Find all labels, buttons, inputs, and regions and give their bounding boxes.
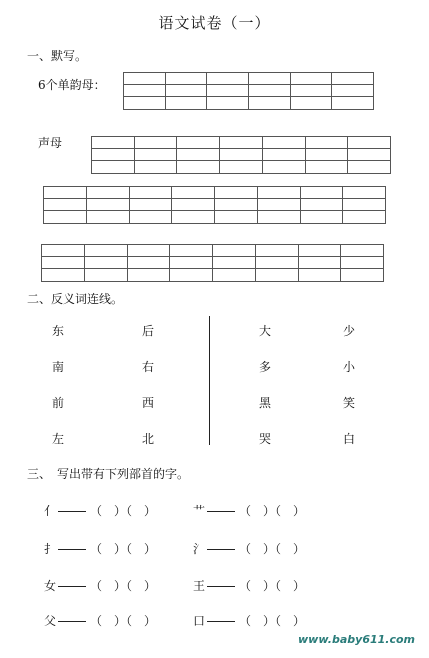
- antonym-word[interactable]: 北: [141, 432, 154, 446]
- radical: 父: [44, 614, 57, 628]
- antonym-word[interactable]: 前: [51, 396, 64, 410]
- answer-blank[interactable]: （ ）（ ）: [90, 614, 157, 628]
- answer-blank[interactable]: （ ）（ ）: [239, 579, 306, 593]
- section2-heading: 二、反义词连线。: [27, 292, 124, 306]
- antonym-word[interactable]: 多: [258, 360, 271, 374]
- antonym-word[interactable]: 东: [51, 324, 64, 338]
- antonym-word[interactable]: 西: [141, 396, 154, 410]
- radical: 扌: [44, 542, 57, 556]
- radical-row: [44, 612, 156, 629]
- initials-label: 声母: [38, 136, 63, 150]
- dash-line: [58, 549, 86, 550]
- antonym-word[interactable]: 哭: [258, 432, 271, 446]
- dash-line: [58, 586, 86, 587]
- answer-blank[interactable]: （ ）（ ）: [90, 579, 157, 593]
- dash-line: [207, 621, 235, 622]
- radical: 口: [193, 614, 206, 628]
- radical: 艹: [193, 504, 206, 518]
- radical-row: [193, 577, 305, 594]
- initials-writing-grid-3[interactable]: [41, 244, 384, 282]
- antonym-word[interactable]: 笑: [342, 396, 355, 410]
- antonym-word[interactable]: 南: [51, 360, 64, 374]
- radical-row: [193, 540, 305, 557]
- page-title: 语文试卷（一）: [158, 14, 271, 32]
- dash-line: [207, 586, 235, 587]
- antonym-word[interactable]: 少: [342, 324, 355, 338]
- antonym-word[interactable]: 黑: [258, 396, 271, 410]
- radical-row: [44, 577, 156, 594]
- antonym-word[interactable]: 左: [51, 432, 64, 446]
- radical-row: [44, 540, 156, 557]
- radical-row: [44, 502, 156, 519]
- antonym-word[interactable]: 大: [258, 324, 271, 338]
- answer-blank[interactable]: （ ）（ ）: [239, 614, 306, 628]
- initials-writing-grid-2[interactable]: [43, 186, 386, 224]
- radical: 亻: [44, 504, 57, 518]
- divider-line: [209, 316, 210, 445]
- dash-line: [207, 549, 235, 550]
- section1-heading: 一、默写。: [27, 49, 88, 63]
- dash-line: [58, 511, 86, 512]
- radical-row: [193, 612, 305, 629]
- answer-blank[interactable]: （ ）（ ）: [90, 542, 157, 556]
- radical-row: [193, 502, 305, 519]
- answer-blank[interactable]: （ ）（ ）: [239, 542, 306, 556]
- antonym-word[interactable]: 后: [141, 324, 154, 338]
- antonym-word[interactable]: 右: [141, 360, 154, 374]
- dash-line: [207, 511, 235, 512]
- antonym-word[interactable]: 白: [342, 432, 355, 446]
- radical: 氵: [193, 542, 206, 556]
- vowels-label: 6个单韵母：: [38, 78, 106, 92]
- initials-writing-grid-1[interactable]: [91, 136, 391, 174]
- vowels-writing-grid[interactable]: [123, 72, 374, 110]
- answer-blank[interactable]: （ ）（ ）: [90, 504, 157, 518]
- section3-heading: 三、 写出带有下列部首的字。: [27, 467, 190, 481]
- watermark: www.baby611.com: [298, 633, 415, 646]
- antonym-word[interactable]: 小: [342, 360, 355, 374]
- answer-blank[interactable]: （ ）（ ）: [239, 504, 306, 518]
- radical: 王: [193, 579, 206, 593]
- radical: 女: [44, 579, 57, 593]
- dash-line: [58, 621, 86, 622]
